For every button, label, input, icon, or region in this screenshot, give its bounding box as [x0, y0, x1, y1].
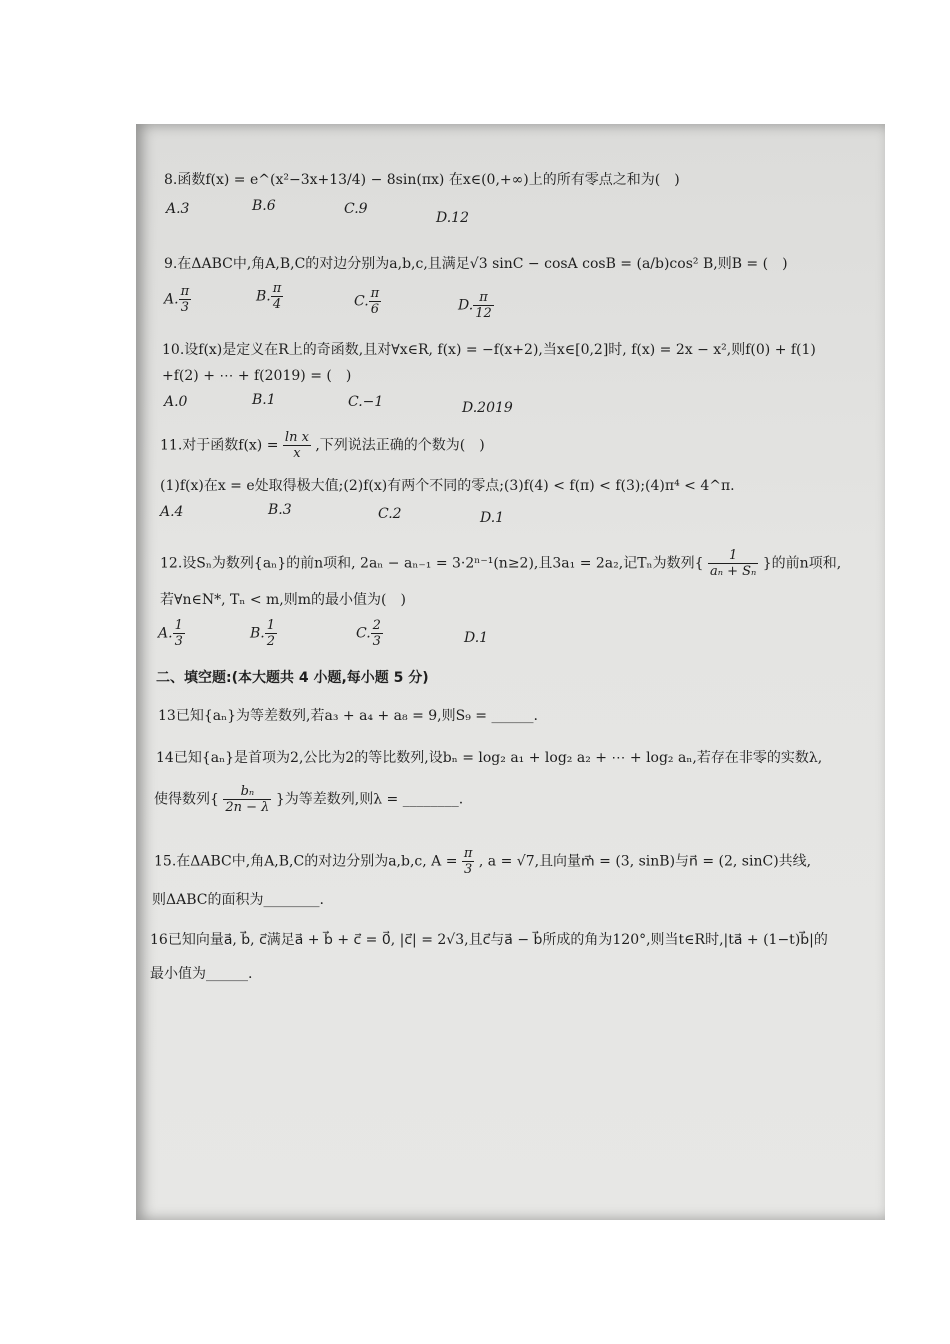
- question-13: 13已知{aₙ}为等差数列,若a₃ + a₄ + a₈ = 9,则S₉ = ______.: [158, 708, 538, 724]
- question-10-option-c: C.−1: [348, 394, 384, 410]
- question-9-stem: 9.在ΔABC中,角A,B,C的对边分别为a,b,c,且满足√3 sinC − cosA cosB = (a/b)cos² B,则B = ( ): [164, 256, 788, 272]
- question-9-option-d: D. $\frac{\pi}{12}$: [458, 290, 492, 321]
- question-10-stem-line1: 10.设f(x)是定义在R上的奇函数,且对∀x∈R, f(x) = −f(x+2),当x∈[0,2]时, f(x) = 2x − x²,则f(0) + f(1): [162, 342, 816, 358]
- question-16-stem-line2: 最小值为______.: [150, 966, 253, 982]
- question-10-stem-line2: +f(2) + ⋯ + f(2019) = ( ): [162, 368, 352, 384]
- question-12-option-d: D.1: [464, 630, 489, 646]
- question-12-stem-line2: 若∀n∈N*, Tₙ < m,则m的最小值为( ): [160, 592, 406, 608]
- question-11-stem: 11.对于函数f(x) = $\frac{\text{ln x}}{x}$ ,下列说法正确的个数为( ): [160, 430, 485, 461]
- question-9-option-a: A. $\frac{\pi}{3}$: [164, 284, 190, 315]
- question-15-stem-line1: 15.在ΔABC中,角A,B,C的对边分别为a,b,c, A = $\frac{\pi}{3}$ , a = √7,且向量m⃗ = (3, sinB)与n⃗ = (2, sinC)共线,: [154, 846, 812, 877]
- question-8-stem: 8.函数f(x) = e^(x²−3x+13/4) − 8sin(πx) 在x∈(0,+∞)上的所有零点之和为( ): [164, 172, 680, 188]
- question-16-stem-line1: 16已知向量a⃗, b⃗, c⃗满足a⃗ + b⃗ + c⃗ = 0⃗, |c⃗| = 2√3,且c⃗与a⃗ − b⃗所成的角为120°,则当t∈R时,|ta⃗ + (1−t)b⃗|的: [150, 932, 828, 948]
- question-10-option-b: B.1: [252, 392, 276, 408]
- question-14-stem-line2: 使得数列{ $\frac{\text{bₙ}}{2n - \lambda}$ }为等差数列,则λ = ________.: [154, 784, 464, 815]
- question-11-option-c: C.2: [378, 506, 402, 522]
- question-12-option-c: C. $\frac{2}{3}$: [356, 618, 381, 649]
- question-9-option-b: B. $\frac{\pi}{4}$: [256, 281, 282, 312]
- question-10-option-d: D.2019: [462, 400, 513, 416]
- question-10-option-a: A.0: [164, 394, 188, 410]
- section-heading-fill-in: 二、填空题:(本大题共 4 小题,每小题 5 分): [156, 670, 429, 686]
- question-8-option-d: D.12: [436, 210, 469, 226]
- exam-paper: [136, 124, 885, 1220]
- question-14-stem-line1: 14已知{aₙ}是首项为2,公比为2的等比数列,设bₙ = log₂ a₁ + log₂ a₂ + ⋯ + log₂ aₙ,若存在非零的实数λ,: [156, 750, 823, 766]
- question-11-option-b: B.3: [268, 502, 292, 518]
- question-12-stem-line1: 12.设Sₙ为数列{aₙ}的前n项和, 2aₙ − aₙ₋₁ = 3·2ⁿ⁻¹(n≥2),且3a₁ = 2a₂,记Tₙ为数列{ $\frac{1}{\text{aₙ + Sₙ}}$ }的前n项和,: [160, 548, 842, 579]
- question-8-option-b: B.6: [252, 198, 276, 214]
- question-15-stem-line2: 则ΔABC的面积为________.: [152, 892, 324, 908]
- question-12-option-a: A. $\frac{1}{3}$: [158, 618, 183, 649]
- question-8-option-a: A.3: [166, 201, 190, 217]
- question-9-option-c: C. $\frac{\pi}{6}$: [354, 286, 380, 317]
- question-8-option-c: C.9: [344, 201, 368, 217]
- question-12-option-b: B. $\frac{1}{2}$: [250, 618, 276, 649]
- question-11-statements: (1)f(x)在x = e处取得极大值;(2)f(x)有两个不同的零点;(3)f(4) < f(π) < f(3);(4)π⁴ < 4^π.: [160, 478, 735, 494]
- question-11-option-a: A.4: [160, 504, 184, 520]
- question-11-option-d: D.1: [480, 510, 505, 526]
